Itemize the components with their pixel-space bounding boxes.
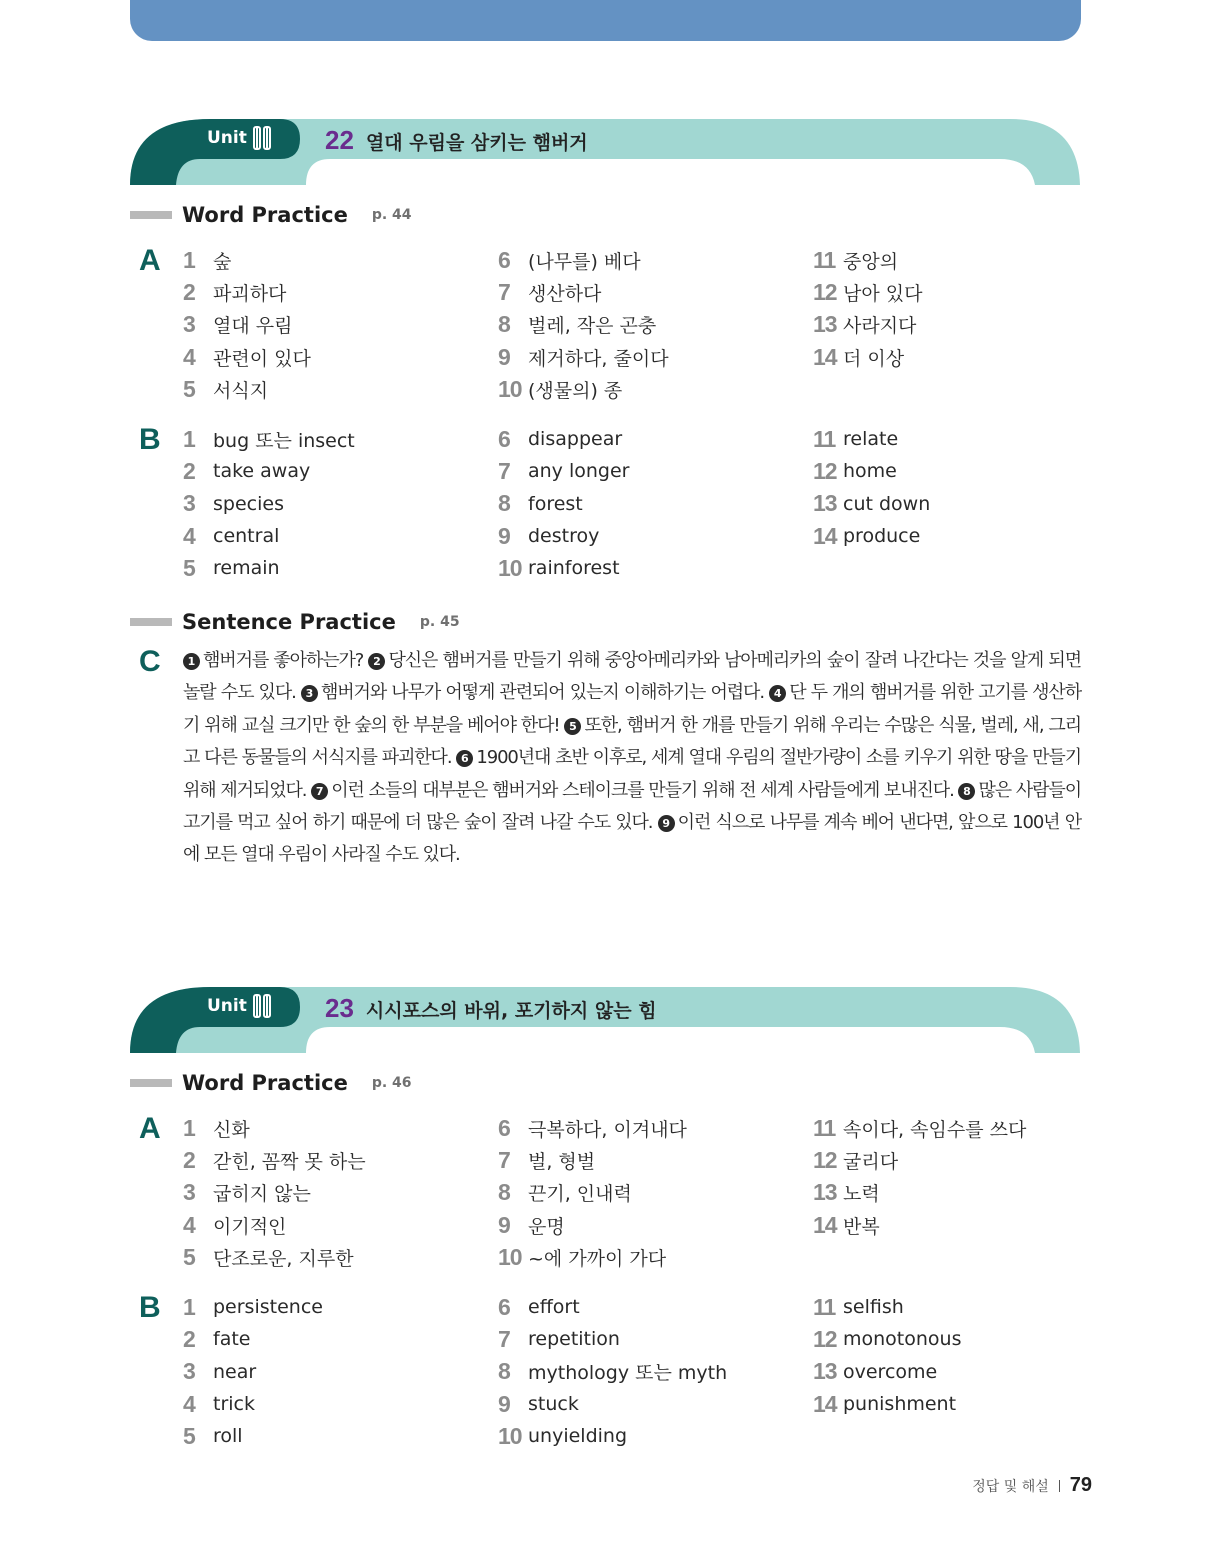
item-answer: cut down (843, 492, 931, 515)
item-answer: 끈기, 인내력 (528, 1183, 632, 1206)
item-number: 7 (498, 1325, 510, 1352)
item-answer: 이기적인 (213, 1215, 287, 1238)
heading-bar (130, 1079, 172, 1087)
word-item (183, 1144, 366, 1176)
word-list-b-col1 (183, 1291, 323, 1452)
word-item (498, 309, 669, 341)
item-number: 13 (813, 1358, 837, 1385)
item-number: 14 (813, 522, 837, 549)
item-number: 11 (813, 1114, 836, 1141)
item-answer: punishment (843, 1393, 957, 1416)
item-number: 14 (813, 343, 837, 370)
item-number: 5 (183, 1243, 195, 1270)
item-number: 2 (183, 1146, 195, 1173)
word-item (183, 341, 311, 373)
item-answer: relate (843, 428, 899, 451)
word-list-a-col3 (813, 244, 922, 373)
item-answer: 벌, 형벌 (528, 1150, 596, 1173)
item-number: 4 (183, 343, 195, 370)
sentence-translation-block (183, 645, 1081, 872)
group-letter-c: C (139, 645, 161, 678)
word-item (183, 1356, 323, 1388)
word-item (813, 1112, 1026, 1144)
item-answer: near (213, 1360, 257, 1383)
group-letter-b: B (139, 1291, 161, 1324)
item-answer: 극복하다, 이겨내다 (528, 1118, 687, 1141)
footer-label: 정답 및 해설 (972, 1478, 1049, 1495)
word-item (183, 373, 311, 405)
word-item (183, 1291, 323, 1323)
word-item (498, 455, 629, 487)
sentence-text: 1900년대 초반 이후로, 세계 열대 우림의 절반가량이 소를 키우기 위한 땅을 만들기 위해 제거되었다. (183, 747, 1081, 801)
unit-text: Unit (207, 996, 247, 1016)
sentence (311, 780, 954, 801)
word-item (813, 276, 922, 308)
word-item (498, 552, 629, 584)
lesson-number: 22 (325, 125, 354, 155)
item-number: 1 (183, 425, 195, 452)
item-number: 4 (183, 1211, 195, 1238)
sentence-number-badge: 1 (183, 653, 200, 670)
word-item (813, 488, 930, 520)
item-number: 7 (498, 1146, 510, 1173)
word-item (813, 1209, 1026, 1241)
word-item (183, 244, 311, 276)
item-answer: 관련이 있다 (213, 347, 311, 370)
lesson-name: 열대 우림을 삼키는 햄버거 (365, 132, 588, 154)
item-number: 7 (498, 278, 510, 305)
word-item (813, 1356, 961, 1388)
word-list-b-col3 (813, 1291, 961, 1420)
item-answer: rainforest (528, 557, 620, 580)
sentence-practice-heading (130, 610, 460, 634)
item-answer: destroy (528, 525, 600, 548)
unit-label (207, 994, 271, 1018)
item-answer: central (213, 525, 280, 548)
word-item (498, 1241, 687, 1273)
item-answer: (생물의) 종 (528, 379, 623, 402)
item-number: 5 (183, 554, 195, 581)
word-item (498, 1388, 727, 1420)
group-letter-a: A (139, 1112, 161, 1145)
item-answer: take away (213, 460, 311, 483)
item-number: 11 (813, 246, 836, 273)
heading-bar (130, 618, 172, 626)
item-answer: 운명 (528, 1215, 565, 1238)
item-number: 12 (813, 1146, 837, 1173)
item-number: 8 (498, 311, 510, 338)
word-item (498, 1420, 727, 1452)
item-answer: 굴리다 (843, 1150, 899, 1173)
sentence-text: 햄버거와 나무가 어떻게 관련되어 있는지 이해하기는 어렵다. (320, 682, 764, 704)
word-item (183, 1323, 323, 1355)
word-item (498, 1112, 687, 1144)
item-number: 8 (498, 490, 510, 517)
word-item (183, 552, 355, 584)
word-item (813, 1177, 1026, 1209)
item-number: 13 (813, 311, 837, 338)
item-answer: stuck (528, 1393, 579, 1416)
item-answer: any longer (528, 460, 630, 483)
heading-bar (130, 211, 172, 219)
item-number: 1 (183, 1293, 195, 1320)
item-answer: 파괴하다 (213, 282, 287, 305)
word-list-a-col1 (183, 1112, 366, 1273)
item-answer: trick (213, 1393, 255, 1416)
item-number: 8 (498, 1358, 510, 1385)
banner-shape (130, 117, 1080, 185)
item-answer: disappear (528, 428, 623, 451)
lesson-number: 23 (325, 993, 354, 1023)
word-list-a-col1 (183, 244, 311, 405)
item-answer: 제거하다, 줄이다 (528, 347, 669, 370)
word-list-b-col1 (183, 423, 355, 584)
word-item (498, 373, 669, 405)
item-answer: fate (213, 1328, 251, 1351)
item-answer: mythology 또는 myth (528, 1362, 728, 1385)
item-answer: forest (528, 492, 583, 515)
heading-text: Sentence Practice (182, 610, 396, 634)
item-answer: 반복 (843, 1215, 880, 1238)
item-answer: 벌레, 작은 곤충 (528, 315, 657, 338)
word-item (183, 1241, 366, 1273)
item-number: 3 (183, 1358, 195, 1385)
item-answer: 노력 (843, 1183, 880, 1206)
item-answer: 단조로운, 지루한 (213, 1247, 354, 1270)
item-answer: (나무를) 베다 (528, 250, 641, 273)
word-item (183, 455, 355, 487)
item-number: 12 (813, 278, 837, 305)
word-item (498, 1144, 687, 1176)
sentence-text: 이런 소들의 대부분은 햄버거와 스테이크를 만들기 위해 전 세계 사람들에게 보내진다. (331, 779, 954, 801)
lesson-name: 시시포스의 바위, 포기하지 않는 힘 (365, 1000, 657, 1022)
item-answer: roll (213, 1425, 243, 1448)
sentence-text: 햄버거를 좋아하는가? (203, 650, 364, 671)
top-header-bar (130, 0, 1081, 41)
page-footer (972, 1474, 1092, 1497)
item-answer: 더 이상 (843, 347, 905, 370)
word-list-a-col2 (498, 1112, 687, 1273)
item-number: 3 (183, 311, 195, 338)
item-number: 8 (498, 1179, 510, 1206)
word-item (813, 1144, 1026, 1176)
item-number: 3 (183, 1179, 195, 1206)
word-list-b-col3 (813, 423, 930, 552)
sentence-text: 단 두 개의 햄버거를 위한 고기를 생산하기 위해 교실 크기만 한 숲의 한 부분을 베어야 한다! (183, 682, 1081, 736)
item-number: 6 (498, 1293, 510, 1320)
word-item (183, 1420, 323, 1452)
sentence (183, 650, 363, 671)
item-number: 14 (813, 1390, 837, 1417)
sentence-text: 또한, 햄버거 한 개를 만들기 위해 우리는 수많은 식물, 벌레, 새, 그리고 다른 동물들의 서식지를 파괴한다. (183, 714, 1082, 769)
item-number: 6 (498, 1114, 510, 1141)
word-item (183, 276, 311, 308)
item-answer: 생산하다 (528, 282, 602, 305)
word-item (813, 1388, 961, 1420)
item-answer: 남아 있다 (843, 282, 923, 305)
sentence-text: 많은 사람들이 고기를 먹고 싶어 하기 때문에 더 많은 숲이 잘려 나갈 수도 있다. (183, 779, 1081, 834)
word-item (813, 309, 922, 341)
item-number: 5 (183, 375, 195, 402)
item-answer: 열대 우림 (213, 315, 293, 338)
word-item (498, 488, 629, 520)
item-answer: persistence (213, 1296, 323, 1319)
footer-divider (1059, 1480, 1060, 1492)
word-list-a-col2 (498, 244, 669, 405)
word-item (813, 341, 922, 373)
lesson-title (325, 125, 588, 156)
sentence-number-badge: 3 (301, 685, 318, 702)
sentence-number-badge: 2 (368, 653, 385, 670)
group-letter-b: B (139, 423, 161, 456)
item-number: 11 (813, 425, 836, 452)
word-item (183, 1209, 366, 1241)
item-number: 6 (498, 425, 510, 452)
item-number: 2 (183, 457, 195, 484)
item-number: 12 (813, 1325, 837, 1352)
word-item (183, 488, 355, 520)
sentence-number-badge: 4 (769, 685, 786, 702)
unit-number-glyph (253, 126, 271, 150)
item-answer: 서식지 (213, 379, 269, 402)
word-item (498, 520, 629, 552)
item-answer: 갇힌, 꼼짝 못 하는 (213, 1150, 366, 1173)
item-answer: bug 또는 insect (213, 429, 355, 452)
item-number: 2 (183, 278, 195, 305)
item-number: 9 (498, 343, 510, 370)
word-item (813, 423, 930, 455)
item-answer: selfish (843, 1296, 904, 1319)
word-item (498, 1209, 687, 1241)
word-practice-heading (130, 1071, 412, 1095)
item-number: 4 (183, 1390, 195, 1417)
item-answer: repetition (528, 1328, 620, 1351)
word-item (183, 1112, 366, 1144)
word-item (813, 244, 922, 276)
page-number: 79 (1069, 1474, 1092, 1496)
item-answer: remain (213, 557, 280, 580)
item-answer: 중앙의 (843, 250, 899, 273)
item-answer: species (213, 492, 284, 515)
heading-page-ref: p. 46 (371, 1075, 412, 1091)
sentence-number-badge: 6 (456, 750, 473, 767)
unit-banner (130, 985, 1080, 1053)
item-number: 9 (498, 522, 510, 549)
item-number: 10 (498, 375, 522, 402)
unit-text: Unit (207, 128, 247, 148)
word-item (813, 455, 930, 487)
word-item (498, 341, 669, 373)
unit-number-glyph (253, 994, 271, 1018)
word-practice-heading (130, 203, 412, 227)
item-number: 13 (813, 1179, 837, 1206)
sentence-number-badge: 8 (958, 783, 975, 800)
item-number: 6 (498, 246, 510, 273)
item-answer: 신화 (213, 1118, 250, 1141)
word-item (183, 1177, 366, 1209)
word-item (183, 309, 311, 341)
item-number: 13 (813, 490, 837, 517)
sentence (301, 682, 764, 703)
sentence-number-badge: 5 (564, 718, 581, 735)
word-item (813, 1323, 961, 1355)
item-number: 3 (183, 490, 195, 517)
sentence-text: 이런 식으로 나무를 계속 베어 낸다면, 앞으로 100년 안에 모든 열대 우림이 사라질 수도 있다. (183, 812, 1081, 866)
group-letter-a: A (139, 244, 161, 277)
item-number: 9 (498, 1390, 510, 1417)
unit-banner (130, 117, 1080, 185)
item-number: 9 (498, 1211, 510, 1238)
heading-text: Word Practice (182, 1071, 348, 1095)
sentence-text: 당신은 햄버거를 만들기 위해 중앙아메리카와 남아메리카의 숲이 잘려 나간다는 것을 알게 되면 놀랄 수도 있다. (183, 650, 1082, 704)
word-item (183, 423, 355, 455)
word-item (498, 423, 629, 455)
word-list-b-col2 (498, 423, 629, 584)
word-list-a-col3 (813, 1112, 1026, 1241)
item-answer: home (843, 460, 897, 483)
lesson-title (325, 993, 657, 1024)
word-item (498, 1177, 687, 1209)
item-number: 7 (498, 457, 510, 484)
heading-page-ref: p. 44 (371, 207, 412, 223)
word-item (183, 1388, 323, 1420)
item-answer: 속이다, 속임수를 쓰다 (843, 1118, 1027, 1141)
item-number: 5 (183, 1422, 195, 1449)
item-number: 4 (183, 522, 195, 549)
word-item (498, 1291, 727, 1323)
item-answer: 숲 (213, 250, 232, 273)
word-item (813, 520, 930, 552)
heading-page-ref: p. 45 (419, 614, 460, 630)
word-item (498, 1356, 727, 1388)
item-number: 2 (183, 1325, 195, 1352)
word-item (498, 1323, 727, 1355)
item-number: 14 (813, 1211, 837, 1238)
unit-label (207, 126, 271, 150)
item-number: 10 (498, 1422, 522, 1449)
word-list-b-col2 (498, 1291, 727, 1452)
word-item (498, 276, 669, 308)
item-answer: 사라지다 (843, 315, 917, 338)
item-answer: produce (843, 525, 921, 548)
item-number: 1 (183, 246, 195, 273)
item-answer: monotonous (843, 1328, 962, 1351)
item-answer: unyielding (528, 1425, 628, 1448)
item-number: 1 (183, 1114, 195, 1141)
item-answer: ~에 가까이 가다 (528, 1247, 667, 1270)
sentence-number-badge: 7 (311, 783, 328, 800)
heading-text: Word Practice (182, 203, 348, 227)
sentence-number-badge: 9 (658, 815, 675, 832)
item-number: 10 (498, 554, 522, 581)
item-number: 11 (813, 1293, 836, 1320)
item-number: 10 (498, 1243, 522, 1270)
word-item (183, 520, 355, 552)
item-answer: overcome (843, 1360, 938, 1383)
item-answer: effort (528, 1296, 580, 1319)
item-answer: 굽히지 않는 (213, 1183, 311, 1206)
word-item (498, 244, 669, 276)
word-item (813, 1291, 961, 1323)
item-number: 12 (813, 457, 837, 484)
